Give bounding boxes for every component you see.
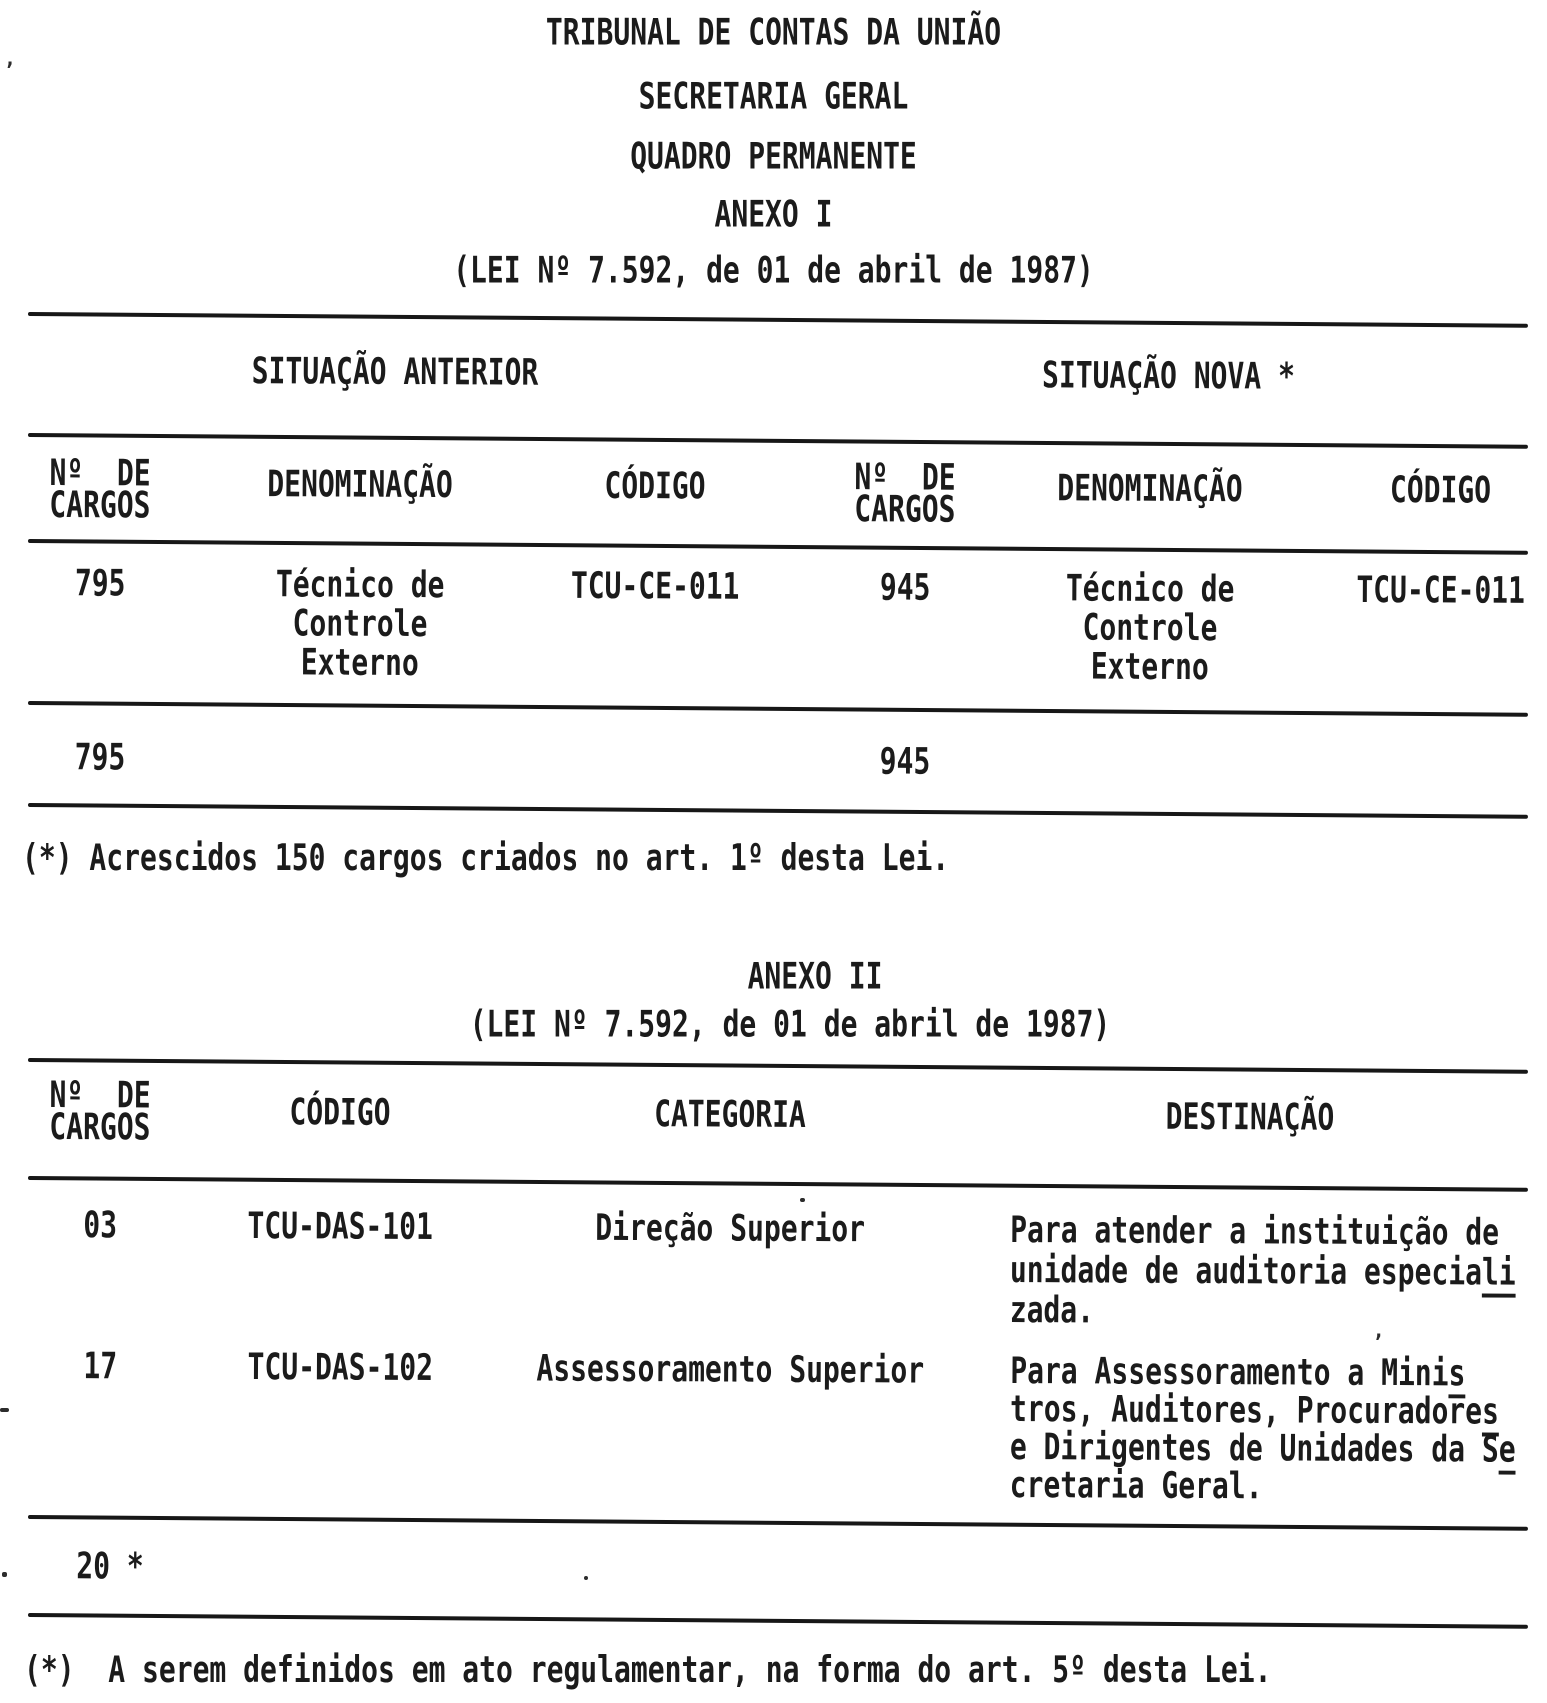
anexo2-totals-row xyxy=(0,1546,1547,1593)
cell-denominacao-new xyxy=(1020,566,1281,689)
anexo1-law-subtitle xyxy=(0,249,1547,293)
cell-value: TCU-CE-011 xyxy=(1356,568,1526,612)
col-header-num-cargos-old xyxy=(0,451,200,527)
cell-cargos-old xyxy=(0,563,200,681)
cell-value: Direção Superior xyxy=(595,1206,866,1251)
cell-cargos-new xyxy=(790,567,1021,685)
col-header-line: CÓDIGO xyxy=(289,1090,391,1134)
cell-destinacao xyxy=(980,1210,1547,1333)
empty-cell xyxy=(480,1549,980,1591)
destinacao-text: Para atender a instituição de xyxy=(1010,1208,1500,1254)
scan-artifact xyxy=(800,1198,805,1202)
cell-line: Técnico de xyxy=(1065,566,1235,611)
destinacao-text: tros, Auditores, Procuradore xyxy=(1009,1387,1483,1433)
empty-cell xyxy=(1280,744,1547,784)
col-header-line: Nº DE xyxy=(49,1073,151,1117)
col-header-line: DESTINAÇÃO xyxy=(1165,1095,1335,1139)
col-header-line: CÓDIGO xyxy=(1389,468,1492,512)
col-header-codigo xyxy=(200,1080,480,1145)
destinacao-underlined: li xyxy=(1481,1250,1516,1294)
title-line-1: TRIBUNAL DE CONTAS DA UNIÃO xyxy=(545,10,1002,54)
cell-codigo-new xyxy=(1280,570,1547,688)
document-subtitle xyxy=(0,75,1547,119)
destinacao-text: e Dirigentes de Unidades da S xyxy=(1009,1425,1499,1471)
title-line: (LEI Nº 7.592, de 01 de abril de 1987) xyxy=(469,1002,1111,1046)
anexo2-total xyxy=(0,1546,200,1586)
total-cargos-old xyxy=(0,737,200,777)
cell-line: Externo xyxy=(1090,644,1209,689)
horizontal-rule xyxy=(28,433,1528,449)
col-header-destinacao xyxy=(980,1084,1547,1151)
scan-artifact xyxy=(0,1408,9,1412)
col-header-line: CÓDIGO xyxy=(604,464,706,508)
document-title xyxy=(0,11,1547,55)
col-header-line: DENOMINAÇÃO xyxy=(1057,466,1243,511)
footnote-text: (*) A serem definidos em ato regulamentar, na forma do art. 5º desta Lei. xyxy=(24,1648,1272,1691)
cell-cargos xyxy=(0,1205,200,1326)
destinacao-underlined: s xyxy=(1448,1351,1466,1395)
section-situacao-nova xyxy=(790,354,1547,397)
anexo2-footnote xyxy=(24,1650,1271,1689)
empty-cell xyxy=(200,738,520,779)
anexo2-column-header-row xyxy=(0,1073,1547,1151)
horizontal-rule xyxy=(28,1058,1528,1074)
title-line-5: (LEI Nº 7.592, de 01 de abril de 1987) xyxy=(453,248,1094,292)
destinacao-text: Para Assessoramento a Mini xyxy=(1010,1349,1449,1395)
total-cargos-new xyxy=(790,741,1020,781)
section-label: SITUAÇÃO ANTERIOR xyxy=(251,349,539,394)
destinacao-underlined: e xyxy=(1498,1427,1516,1471)
anexo2-law-subtitle xyxy=(0,1003,1547,1047)
cell-value: TCU-DAS-101 xyxy=(247,1204,434,1249)
destinacao-text: cretaria Geral. xyxy=(1009,1463,1263,1508)
anexo1-footnote xyxy=(22,838,949,877)
horizontal-rule xyxy=(28,1176,1528,1192)
anexo1-section-header-row xyxy=(0,350,1547,397)
destinacao-line xyxy=(1010,1284,1547,1339)
col-header-num-cargos-new xyxy=(790,455,1020,531)
anexo1-data-row xyxy=(0,563,1547,688)
anexo1-title xyxy=(0,193,1547,237)
cell-destinacao xyxy=(980,1349,1547,1508)
section-situacao-anterior xyxy=(0,350,790,393)
cell-codigo xyxy=(200,1206,481,1327)
destinacao-text: unidade de auditoria especia xyxy=(1009,1248,1483,1294)
col-header-line: CATEGORIA xyxy=(654,1092,806,1137)
col-header-codigo-new xyxy=(1280,464,1547,529)
footnote-text: (*) Acrescidos 150 cargos criados no art. 1º desta Lei. xyxy=(22,836,950,879)
total-value: 945 xyxy=(879,739,931,783)
empty-cell xyxy=(1020,742,1280,782)
col-header-line: CARGOS xyxy=(49,483,151,527)
empty-cell xyxy=(980,1551,1547,1593)
scan-artifact xyxy=(584,1576,588,1580)
cell-value: 945 xyxy=(879,565,931,609)
total-value: 795 xyxy=(74,735,126,779)
total-value: 20 * xyxy=(76,1544,144,1588)
col-header-denominacao-old xyxy=(200,458,520,524)
cell-codigo-old xyxy=(520,566,791,684)
cell-cargos xyxy=(0,1344,200,1500)
col-header-denominacao-new xyxy=(1020,462,1280,527)
scan-artifact: ’ xyxy=(1372,1330,1385,1354)
anexo1-totals-row xyxy=(0,737,1547,784)
col-header-line: Nº DE xyxy=(854,455,956,499)
horizontal-rule xyxy=(28,312,1528,328)
cell-line: Controle xyxy=(292,601,428,646)
cell-value: Assessoramento Superior xyxy=(536,1346,925,1392)
col-header-num-cargos xyxy=(0,1073,200,1149)
cell-categoria xyxy=(480,1208,981,1331)
anexo1-column-header-row xyxy=(0,451,1547,531)
title-line-2: SECRETARIA GERAL xyxy=(638,74,909,118)
col-header-line: CARGOS xyxy=(49,1105,151,1149)
cell-codigo xyxy=(200,1345,481,1501)
cell-line: Externo xyxy=(300,640,419,685)
anexo2-data-row-1 xyxy=(0,1205,1547,1333)
col-header-line: CARGOS xyxy=(854,487,956,531)
col-header-line: Nº DE xyxy=(49,451,151,495)
col-header-categoria xyxy=(480,1082,980,1149)
cell-value: TCU-CE-011 xyxy=(570,564,740,608)
cell-line: Controle xyxy=(1082,605,1218,650)
horizontal-rule xyxy=(28,539,1528,555)
cell-value: 03 xyxy=(83,1203,118,1247)
destinacao-text: zada. xyxy=(1009,1288,1095,1332)
cell-value: 795 xyxy=(74,561,126,605)
title-line-3: QUADRO PERMANENTE xyxy=(630,134,917,178)
section-label: SITUAÇÃO NOVA * xyxy=(1041,353,1296,398)
horizontal-rule xyxy=(28,701,1528,717)
empty-cell xyxy=(520,740,790,780)
destinacao-line xyxy=(1010,1461,1547,1513)
horizontal-rule xyxy=(28,1613,1528,1629)
cell-denominacao-old xyxy=(200,564,521,683)
empty-cell xyxy=(200,1547,480,1587)
anexo2-title xyxy=(0,955,1547,999)
destinacao-underlined: s xyxy=(1481,1389,1500,1433)
title-line: ANEXO II xyxy=(747,954,883,998)
horizontal-rule xyxy=(28,1515,1528,1531)
cell-value: TCU-DAS-102 xyxy=(247,1345,434,1390)
scan-artifact xyxy=(2,1572,7,1577)
title-line-4: ANEXO I xyxy=(714,192,833,236)
document-section xyxy=(0,135,1547,179)
scan-artifact: ‚ xyxy=(4,46,17,70)
cell-line: Técnico de xyxy=(275,562,445,607)
col-header-line: DENOMINAÇÃO xyxy=(267,462,453,507)
anexo2-data-row-2 xyxy=(0,1344,1547,1508)
cell-value: 17 xyxy=(83,1344,118,1388)
cell-categoria xyxy=(480,1346,981,1505)
col-header-codigo-old xyxy=(520,460,790,525)
horizontal-rule xyxy=(28,803,1528,819)
